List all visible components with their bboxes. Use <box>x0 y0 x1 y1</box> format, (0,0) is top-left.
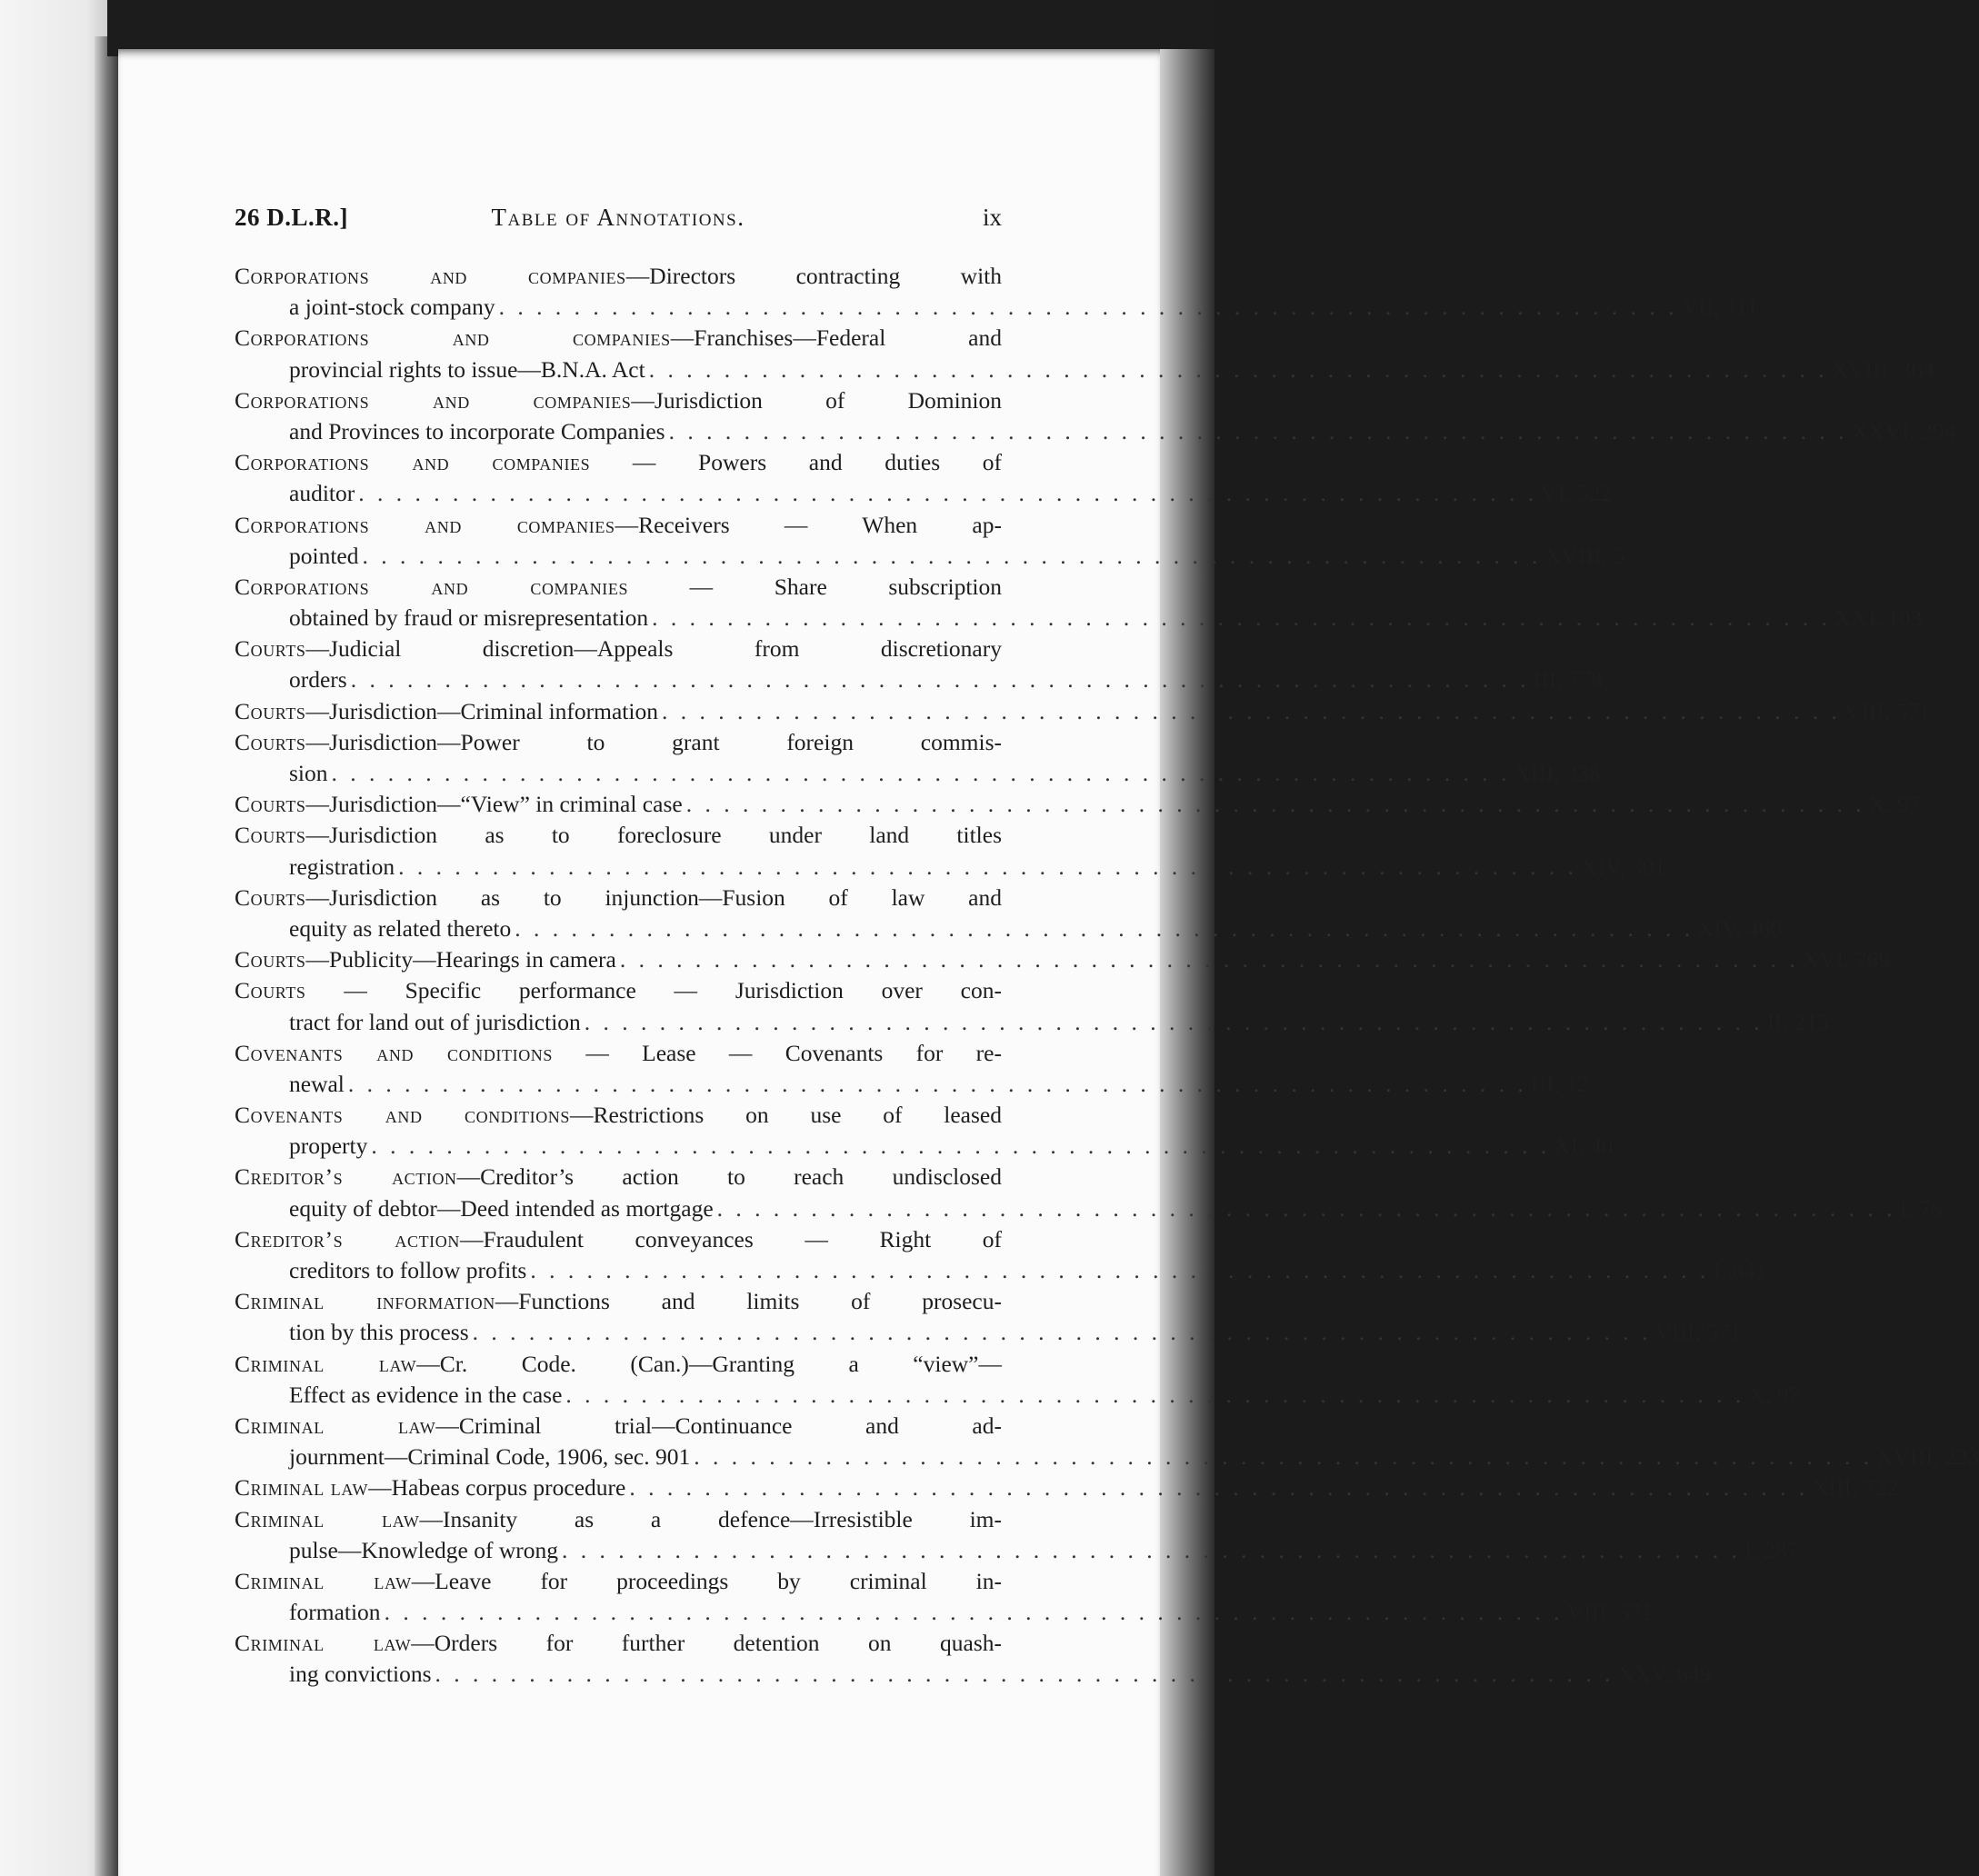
index-entry <box>235 727 1601 789</box>
entry-subject: —Directors contracting with <box>625 263 1002 289</box>
entry-continuation-line <box>235 913 1783 944</box>
entry-heading: Criminal law <box>235 1567 412 1594</box>
entry-continuation-line <box>235 1442 1979 1472</box>
entry-continuation: formation <box>289 1599 381 1626</box>
entry-continuation: tract for land out of jurisdiction <box>289 1008 581 1035</box>
entry-reference: VIII, 571 <box>1654 1319 1742 1346</box>
entry-continuation-line <box>235 1131 1614 1162</box>
entry-continuation-line <box>235 1380 1800 1411</box>
entry-continuation-line <box>235 664 1604 695</box>
index-entry <box>235 261 1759 323</box>
entry-first-line <box>235 510 1002 541</box>
entry-subject: —Fraudulent conveyances — Right of <box>459 1225 1002 1252</box>
entry-reference: III, 778 <box>1533 666 1604 694</box>
index-entry <box>235 975 1829 1037</box>
volume-reference: 26 D.L.R.] <box>235 204 348 231</box>
entry-continuation: pulse—Knowledge of wrong <box>289 1536 559 1563</box>
dot-leader: . . . . . . . . . . . . . . . . . . . . . . . . . . . . . . . . . . . . . . . . . . . . . . . . . . . . . . . . . . . . . . . <box>694 1443 1874 1471</box>
entry-first-line <box>235 1411 1002 1442</box>
entry-continuation-line <box>235 1659 1712 1690</box>
entry-heading: Covenants and conditions <box>235 1102 571 1129</box>
index-entry <box>235 696 1931 727</box>
entry-reference: I, 841 <box>1713 1257 1767 1283</box>
entry-continuation: auditor <box>289 480 355 507</box>
dot-leader: . . . . . . . . . . . . . . . . . . . . . . . . . . . . . . . . . . . . . . . . . . . . . . . . . . . . . . . . . . . . . . . <box>358 480 1538 507</box>
entry-first-line <box>235 1349 1002 1380</box>
scan-background <box>107 0 1214 56</box>
entry-reference: VI, 522 <box>1541 480 1613 507</box>
entry-heading: Courts <box>235 977 306 1004</box>
entry-first-line <box>235 1504 1002 1535</box>
dot-leader: . . . . . . . . . . . . . . . . . . . . . . . . . . . . . . . . . . . . . . . . . . . . . . . . . . . . . . . . . . . . . . . <box>584 1008 1764 1035</box>
entry-reference: XXI, 103 <box>1834 604 1923 632</box>
entry-subject: —Restrictions on use of leased <box>570 1102 1002 1129</box>
entry-subject: —Jurisdiction—“View” in criminal case <box>305 791 683 818</box>
entry-reference: II, 215 <box>1766 1008 1829 1035</box>
entry-heading: Courts <box>235 822 306 849</box>
entry-first-line <box>235 447 1002 478</box>
index-entry <box>235 323 1934 384</box>
entry-first-line <box>235 323 1002 354</box>
entry-continuation: registration <box>289 853 395 880</box>
entry-continuation-line <box>235 1007 1829 1038</box>
entry-subject: —Jurisdiction of Dominion <box>631 386 1002 414</box>
entry-first-line <box>235 572 1002 603</box>
index-entry <box>235 944 1891 975</box>
dot-leader: . . . . . . . . . . . . . . . . . . . . . . . . . . . . . . . . . . . . . . . . . . . . . . . . . . . . . . . . . . . . . . . <box>619 946 1799 973</box>
index-entry <box>235 1628 1712 1690</box>
entry-continuation: newal <box>289 1070 345 1097</box>
entry-subject: —Publicity—Hearings in camera <box>305 946 616 973</box>
entry-heading: Criminal law <box>235 1630 412 1657</box>
entry-single-line <box>235 696 1931 727</box>
entry-continuation-line <box>235 478 1613 509</box>
entry-heading: Courts <box>235 635 306 663</box>
entry-first-line <box>235 727 1002 758</box>
entry-continuation: property <box>289 1133 368 1160</box>
dot-leader: . . . . . . . . . . . . . . . . . . . . . . . . . . . . . . . . . . . . . . . . . . . . . . . . . . . . . . . . . . . . . . . <box>362 542 1542 569</box>
dot-leader: . . . . . . . . . . . . . . . . . . . . . . . . . . . . . . . . . . . . . . . . . . . . . . . . . . . . . . . . . . . . . . . <box>350 666 1530 694</box>
dot-leader: . . . . . . . . . . . . . . . . . . . . . . . . . . . . . . . . . . . . . . . . . . . . . . . . . . . . . . . . . . . . . . . <box>435 1661 1614 1688</box>
entry-continuation: provincial rights to issue—B.N.A. Act <box>289 355 645 383</box>
entry-subject: —Jurisdiction as to foreclosure under land titles <box>305 822 1002 849</box>
entry-subject: —Insanity as a defence—Irresistible im- <box>419 1505 1003 1532</box>
entry-continuation-line <box>235 354 1934 385</box>
index-entry <box>235 634 1604 695</box>
dot-leader: . . . . . . . . . . . . . . . . . . . . . . . . . . . . . . . . . . . . . . . . . . . . . . . . . . . . . . . . . . . . . . . <box>565 1381 1745 1408</box>
running-head <box>235 204 1002 245</box>
entry-subject: — Lease — Covenants for re- <box>553 1039 1002 1066</box>
dot-leader: . . . . . . . . . . . . . . . . . . . . . . . . . . . . . . . . . . . . . . . . . . . . . . . . . . . . . . . . . . . . . . . <box>685 791 1865 818</box>
entry-heading: Corporations and companies <box>235 263 626 289</box>
entry-reference: XVIII, 5 <box>1544 542 1625 569</box>
entry-first-line <box>235 883 1002 913</box>
entry-subject: — Powers and duties of <box>590 449 1002 476</box>
entry-continuation-line <box>235 1193 1943 1224</box>
dot-leader: . . . . . . . . . . . . . . . . . . . . . . . . . . . . . . . . . . . . . . . . . . . . . . . . . . . . . . . . . . . . . . . <box>331 760 1511 786</box>
dot-leader: . . . . . . . . . . . . . . . . . . . . . . . . . . . . . . . . . . . . . . . . . . . . . . . . . . . . . . . . . . . . . . . <box>530 1257 1710 1283</box>
dot-leader: . . . . . . . . . . . . . . . . . . . . . . . . . . . . . . . . . . . . . . . . . . . . . . . . . . . . . . . . . . . . . . . <box>661 697 1841 724</box>
entry-continuation: a joint-stock company <box>289 294 495 321</box>
entry-continuation-line <box>235 852 1666 883</box>
dot-leader: . . . . . . . . . . . . . . . . . . . . . . . . . . . . . . . . . . . . . . . . . . . . . . . . . . . . . . . . . . . . . . . <box>384 1599 1564 1626</box>
entry-first-line <box>235 1628 1002 1659</box>
entry-reference: X, 97 <box>1868 791 1921 818</box>
entry-reference: XIII, 338 <box>1514 760 1601 786</box>
dot-leader: . . . . . . . . . . . . . . . . . . . . . . . . . . . . . . . . . . . . . . . . . . . . . . . . . . . . . . . . . . . . . . . <box>716 1194 1896 1222</box>
entry-single-line <box>235 789 1921 820</box>
entry-continuation: ing convictions <box>289 1661 432 1688</box>
dot-leader: . . . . . . . . . . . . . . . . . . . . . . . . . . . . . . . . . . . . . . . . . . . . . . . . . . . . . . . . . . . . . . . <box>498 294 1678 321</box>
index-entry <box>235 447 1613 509</box>
entry-reference: XXV, 649 <box>1617 1661 1712 1688</box>
entry-reference: I, 287 <box>1744 1536 1799 1563</box>
index-entry <box>235 1224 1767 1286</box>
index-entry <box>235 1349 1800 1411</box>
entry-subject: —Creditor’s action to reach undisclosed <box>456 1163 1002 1191</box>
entry-first-line <box>235 1038 1002 1069</box>
index-entry <box>235 789 1921 820</box>
entry-reference: VII, 111 <box>1681 294 1759 321</box>
entry-heading: Courts <box>235 791 306 818</box>
entry-reference: XVIII, 223 <box>1876 1443 1979 1471</box>
entry-single-line <box>235 944 1891 975</box>
entry-continuation: tion by this process <box>289 1319 469 1346</box>
index-entry <box>235 1162 1943 1223</box>
entry-subject: —Leave for proceedings by criminal in- <box>411 1567 1002 1594</box>
entry-first-line <box>235 261 1002 292</box>
entry-heading: Criminal information <box>235 1288 495 1315</box>
page-title: Table of Annotations. <box>491 204 745 231</box>
entry-continuation-line <box>235 1069 1589 1100</box>
entry-reference: XIII, 722 <box>1812 1474 1899 1502</box>
entry-subject: —Functions and limits of prosecu- <box>495 1288 1002 1315</box>
entry-continuation-line <box>235 603 1923 634</box>
dot-leader: . . . . . . . . . . . . . . . . . . . . . . . . . . . . . . . . . . . . . . . . . . . . . . . . . . . . . . . . . . . . . . . <box>668 417 1848 444</box>
index-entry <box>235 572 1923 634</box>
entry-first-line <box>235 820 1002 851</box>
entry-continuation: and Provinces to incorporate Companies <box>289 417 665 444</box>
dot-leader: . . . . . . . . . . . . . . . . . . . . . . . . . . . . . . . . . . . . . . . . . . . . . . . . . . . . . . . . . . . . . . . <box>472 1319 1652 1346</box>
entry-reference: III, 12 <box>1530 1070 1589 1097</box>
entry-subject: —Franchises—Federal and <box>670 324 1002 352</box>
entry-reference: XIV, 301 <box>1581 853 1666 880</box>
page-number: ix <box>982 204 1002 231</box>
entry-continuation: equity of debtor—Deed intended as mortgage <box>289 1194 714 1222</box>
entry-continuation-line <box>235 1255 1767 1286</box>
entry-reference: XVI, 769 <box>1802 946 1891 973</box>
entry-heading: Creditor’s action <box>235 1163 457 1191</box>
entry-continuation-line <box>235 292 1759 323</box>
dot-leader: . . . . . . . . . . . . . . . . . . . . . . . . . . . . . . . . . . . . . . . . . . . . . . . . . . . . . . . . . . . . . . . <box>652 604 1832 632</box>
entry-reference: I, 76 <box>1899 1194 1943 1222</box>
entry-heading: Corporations and companies <box>235 449 591 476</box>
entry-heading: Corporations and companies <box>235 324 671 352</box>
entry-continuation-line <box>235 1317 1742 1348</box>
dot-leader: . . . . . . . . . . . . . . . . . . . . . . . . . . . . . . . . . . . . . . . . . . . . . . . . . . . . . . . . . . . . . . . <box>562 1536 1741 1563</box>
entry-subject: —Jurisdiction as to injunction—Fusion of law and <box>305 883 1002 911</box>
entry-first-line <box>235 975 1002 1006</box>
facing-page-edge <box>0 0 107 1876</box>
index-entry <box>235 820 1666 882</box>
dot-leader: . . . . . . . . . . . . . . . . . . . . . . . . . . . . . . . . . . . . . . . . . . . . . . . . . . . . . . . . . . . . . . . <box>648 355 1828 383</box>
entry-heading: Creditor’s action <box>235 1225 460 1252</box>
entry-continuation-line <box>235 416 1956 447</box>
index-entry <box>235 1504 1799 1566</box>
index-entry <box>235 1286 1742 1348</box>
dot-leader: . . . . . . . . . . . . . . . . . . . . . . . . . . . . . . . . . . . . . . . . . . . . . . . . . . . . . . . . . . . . . . . <box>515 914 1694 942</box>
entry-subject: — Specific performance — Jurisdiction over con- <box>305 977 1002 1004</box>
dot-leader: . . . . . . . . . . . . . . . . . . . . . . . . . . . . . . . . . . . . . . . . . . . . . . . . . . . . . . . . . . . . . . . <box>347 1070 1527 1097</box>
entry-heading: Criminal law <box>235 1505 420 1532</box>
entry-subject: —Receivers — When ap- <box>615 511 1002 538</box>
entry-continuation: sion <box>289 760 328 786</box>
entry-continuation: pointed <box>289 542 359 569</box>
entry-heading: Corporations and companies <box>235 573 629 600</box>
entry-reference: XVIII, 364 <box>1831 355 1934 383</box>
dot-leader: . . . . . . . . . . . . . . . . . . . . . . . . . . . . . . . . . . . . . . . . . . . . . . . . . . . . . . . . . . . . . . . <box>398 853 1578 880</box>
entry-first-line <box>235 1566 1002 1597</box>
index-entry <box>235 1472 1899 1503</box>
entry-continuation-line <box>235 758 1601 789</box>
index-entry <box>235 1038 1589 1100</box>
entry-heading: Courts <box>235 697 306 724</box>
entry-continuation-line <box>235 1597 1654 1628</box>
entry-subject: —Habeas corpus procedure <box>368 1474 626 1502</box>
entry-heading: Criminal law <box>235 1474 369 1502</box>
entry-subject: —Judicial discretion—Appeals from discretionary <box>305 635 1002 663</box>
entry-subject: —Jurisdiction—Criminal information <box>305 697 658 724</box>
entry-continuation: journment—Criminal Code, 1906, sec. 901 <box>289 1443 691 1471</box>
index-entry <box>235 1566 1654 1628</box>
index-entry <box>235 1100 1614 1162</box>
entry-subject: —Criminal trial—Continuance and ad- <box>435 1412 1002 1439</box>
dot-leader: . . . . . . . . . . . . . . . . . . . . . . . . . . . . . . . . . . . . . . . . . . . . . . . . . . . . . . . . . . . . . . . <box>629 1474 1809 1502</box>
entry-heading: Corporations and companies <box>235 511 615 538</box>
entry-heading: Courts <box>235 728 306 755</box>
index-entry <box>235 1411 1979 1472</box>
entry-first-line <box>235 1224 1002 1255</box>
entry-first-line <box>235 634 1002 664</box>
entry-reference: XI, 40 <box>1554 1133 1614 1160</box>
entry-reference: VIII, 571 <box>1844 697 1931 724</box>
entry-continuation-line <box>235 1535 1799 1566</box>
entry-heading: Courts <box>235 946 306 973</box>
entry-continuation: orders <box>289 666 347 694</box>
entry-reference: VIII, 571 <box>1566 1599 1654 1626</box>
entry-continuation: obtained by fraud or misrepresentation <box>289 604 649 632</box>
entry-reference: X, 97 <box>1748 1381 1800 1408</box>
entry-subject: —Jurisdiction—Power to grant foreign commis- <box>305 728 1002 755</box>
index-entry <box>235 883 1783 944</box>
entry-first-line <box>235 1100 1002 1131</box>
entry-reference: XXVI, 294 <box>1851 417 1956 444</box>
entry-subject: — Share subscription <box>628 573 1002 600</box>
entry-continuation: Effect as evidence in the case <box>289 1381 563 1408</box>
dot-leader: . . . . . . . . . . . . . . . . . . . . . . . . . . . . . . . . . . . . . . . . . . . . . . . . . . . . . . . . . . . . . . . <box>371 1133 1551 1160</box>
entry-reference: XIV, 460 <box>1697 914 1783 942</box>
entry-heading: Corporations and companies <box>235 386 632 414</box>
entry-continuation: creditors to follow profits <box>289 1257 527 1283</box>
entry-heading: Criminal law <box>235 1350 417 1377</box>
entry-first-line <box>235 1162 1002 1192</box>
annotation-index <box>235 261 1979 1691</box>
entry-heading: Covenants and conditions <box>235 1039 554 1066</box>
entry-first-line <box>235 385 1002 416</box>
entry-continuation-line <box>235 541 1625 572</box>
entry-heading: Criminal law <box>235 1412 436 1439</box>
entry-continuation: equity as related thereto <box>289 914 512 942</box>
entry-single-line <box>235 1472 1899 1503</box>
entry-heading: Courts <box>235 883 306 911</box>
index-entry <box>235 510 1625 572</box>
entry-first-line <box>235 1286 1002 1317</box>
index-entry <box>235 385 1956 447</box>
entry-subject: —Cr. Code. (Can.)—Granting a “view”— <box>416 1350 1002 1377</box>
entry-subject: —Orders for further detention on quash- <box>411 1630 1002 1657</box>
